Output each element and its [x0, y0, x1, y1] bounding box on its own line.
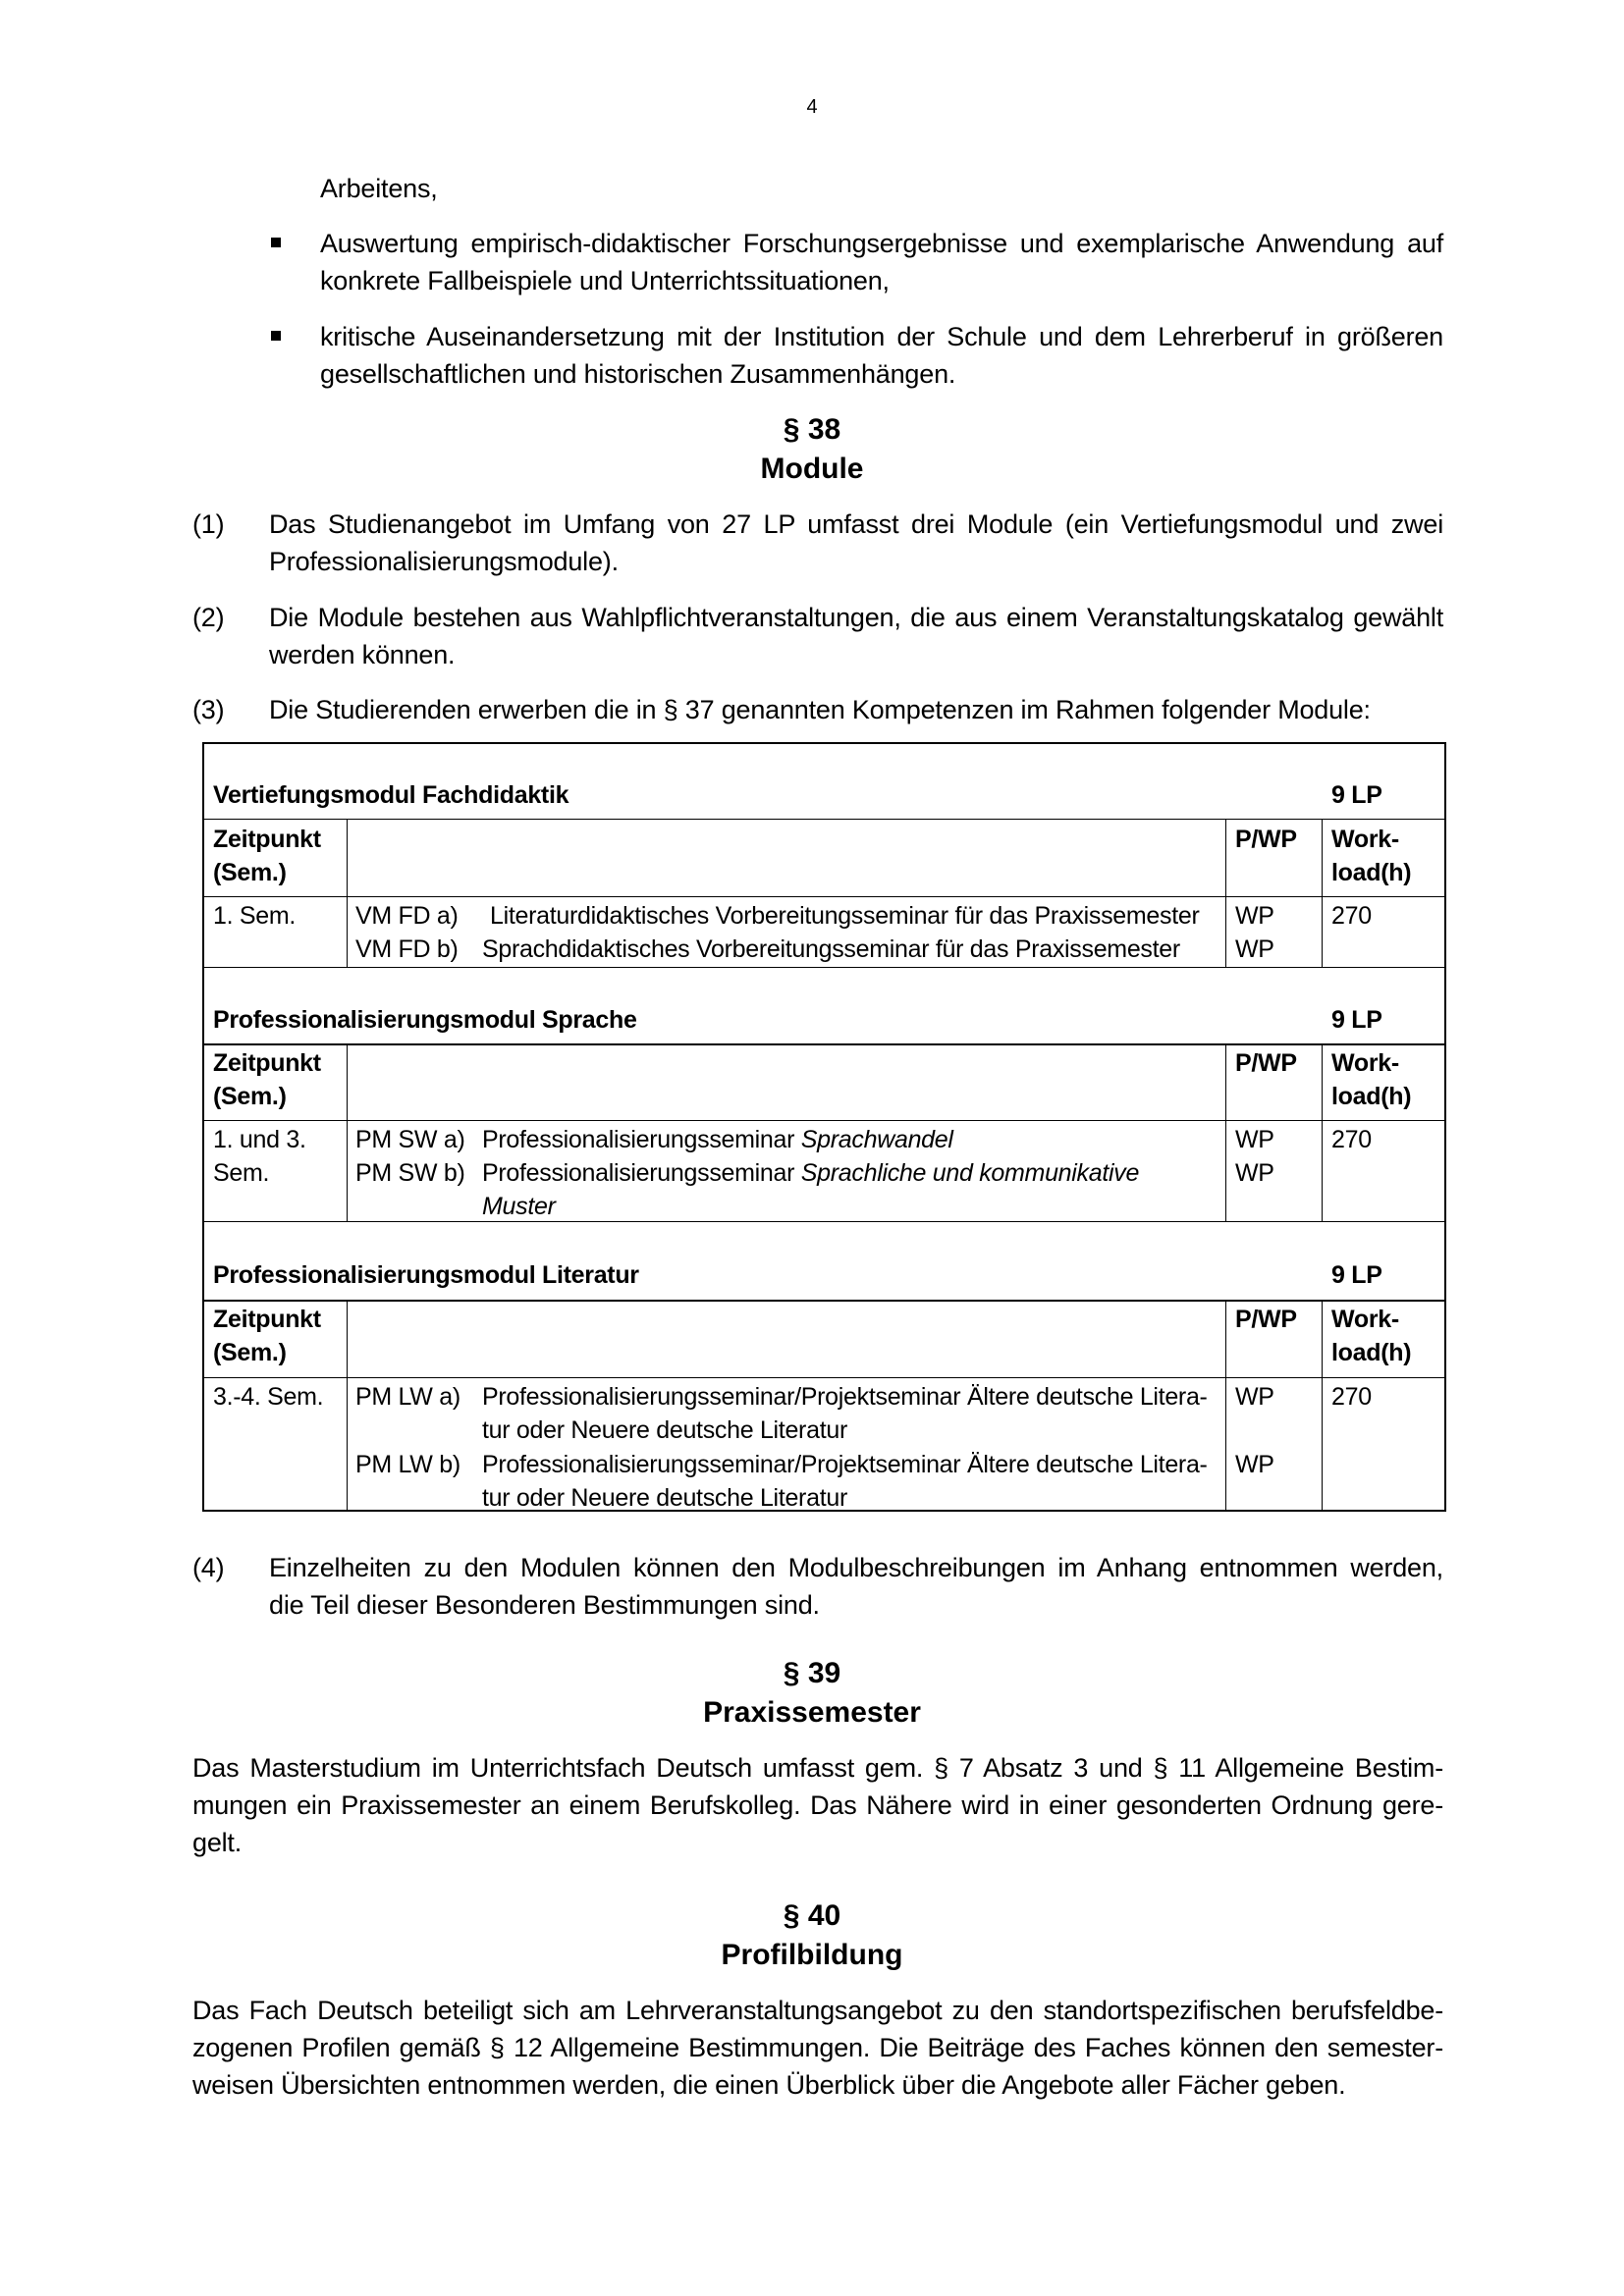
module-table [202, 742, 1446, 1512]
module-lp: 9 LP [1331, 781, 1382, 809]
header-zeitpunkt: Zeitpunkt (Sem.) [213, 826, 321, 886]
bullet-item-2: kritische Auseinandersetzung mit der Institution der Schule und dem Lehrerberuf in größeren gesellschaftlichen und historischen Zusammenhängen. [320, 322, 1443, 389]
paragraph-number: (2) [192, 603, 225, 632]
row-zeitpunkt: 1. und 3. Sem. [213, 1126, 306, 1187]
header-workload: Work- load(h) [1331, 1049, 1412, 1110]
paragraph-1: Das Studienangebot im Umfang von 27 LP umfasst drei Module (ein Vertiefungsmodul und zwei Professionalisierungsmodule). [269, 509, 1443, 576]
course-code: PM LW b) [355, 1451, 460, 1478]
section-38-title: Module [760, 453, 864, 485]
continuation-text: Arbeitens, [320, 174, 438, 203]
course-title: Professionalisierungsseminar Sprachwandel [482, 1126, 953, 1153]
course-title: Sprachdidaktisches Vorbereitungsseminar für das Praxissemester [482, 935, 1180, 963]
module-lp: 9 LP [1331, 1006, 1382, 1034]
course-code: PM SW b) [355, 1159, 465, 1187]
course-title: Professionalisierungsseminar Sprachliche und kommunikative Muster [482, 1159, 1140, 1220]
course-pwp: WP [1235, 1451, 1274, 1478]
header-pwp: P/WP [1235, 1306, 1297, 1333]
section-40-number: § 40 [783, 1899, 841, 1932]
course-code: PM LW a) [355, 1383, 460, 1411]
course-title: Professionalisierungsseminar/Projektseminar Ältere deutsche Litera- tur oder Neuere deutsche Literatur [482, 1383, 1208, 1444]
bullet-item-1: Auswertung empirisch-didaktischer Forschungsergebnisse und exemplarische Anwendung auf konkrete Fallbeispiele und Unterrichtssituationen, [320, 229, 1443, 295]
section-38-number: § 38 [783, 413, 841, 446]
bullet-icon [271, 238, 281, 247]
module-title: Professionalisierungsmodul Literatur [213, 1261, 639, 1289]
header-zeitpunkt: Zeitpunkt (Sem.) [213, 1306, 321, 1366]
row-zeitpunkt: 1. Sem. [213, 902, 297, 930]
section-39-text: Das Masterstudium im Unterrichtsfach Deutsch umfasst gem. § 7 Absatz 3 und § 11 Allgemeine Bestim- mungen ein Praxissemester an einem Berufskolleg. Das Nähere wird in einer gesonderten Ordnung gere- gelt. [192, 1753, 1443, 1857]
section-40-text: Das Fach Deutsch beteiligt sich am Lehrveranstaltungsangebot zu den standortspezifischen berufsfeldbe- zogenen Profilen gemäß § 12 Allgemeine Bestimmungen. Die Beiträge des Faches können den semester- weisen Übersichten entnommen werden, die einen Überblick über die Angebote aller Fächer geben. [192, 1996, 1443, 2100]
course-code: VM FD b) [355, 935, 459, 963]
header-pwp: P/WP [1235, 1049, 1297, 1077]
header-workload: Work- load(h) [1331, 1306, 1412, 1366]
paragraph-4: Einzelheiten zu den Modulen können den Modulbeschreibungen im Anhang entnommen werden, die Teil dieser Besonderen Bestimmungen sind. [269, 1553, 1443, 1620]
bullet-icon [271, 331, 281, 341]
header-workload: Work- load(h) [1331, 826, 1412, 886]
section-39-number: § 39 [783, 1657, 841, 1689]
course-title: Literaturdidaktisches Vorbereitungsseminar für das Praxissemester [490, 902, 1200, 930]
header-pwp: P/WP [1235, 826, 1297, 853]
course-code: PM SW a) [355, 1126, 465, 1153]
module-workload: 270 [1331, 1383, 1372, 1411]
module-lp: 9 LP [1331, 1261, 1382, 1289]
paragraph-2: Die Module bestehen aus Wahlpflichtveranstaltungen, die aus einem Veranstaltungskatalog gewählt werden können. [269, 603, 1443, 669]
course-code: VM FD a) [355, 902, 459, 930]
paragraph-3: Die Studierenden erwerben die in § 37 genannten Kompetenzen im Rahmen folgender Module: [269, 695, 1371, 724]
course-pwp: WP [1235, 1383, 1274, 1411]
header-zeitpunkt: Zeitpunkt (Sem.) [213, 1049, 321, 1110]
course-title: Professionalisierungsseminar/Projektseminar Ältere deutsche Litera- tur oder Neuere deutsche Literatur [482, 1451, 1208, 1512]
course-pwp: WP [1235, 902, 1274, 930]
section-40-title: Profilbildung [721, 1939, 903, 1971]
course-pwp: WP [1235, 1126, 1274, 1153]
module-workload: 270 [1331, 1126, 1372, 1153]
course-pwp: WP [1235, 935, 1274, 963]
module-title: Vertiefungsmodul Fachdidaktik [213, 781, 569, 809]
row-zeitpunkt: 3.-4. Sem. [213, 1383, 324, 1411]
course-pwp: WP [1235, 1159, 1274, 1187]
paragraph-number: (3) [192, 695, 225, 724]
paragraph-number: (4) [192, 1553, 225, 1582]
paragraph-number: (1) [192, 509, 225, 539]
module-workload: 270 [1331, 902, 1372, 930]
section-39-title: Praxissemester [703, 1696, 921, 1729]
module-title: Professionalisierungsmodul Sprache [213, 1006, 637, 1034]
page-number: 4 [806, 96, 818, 118]
